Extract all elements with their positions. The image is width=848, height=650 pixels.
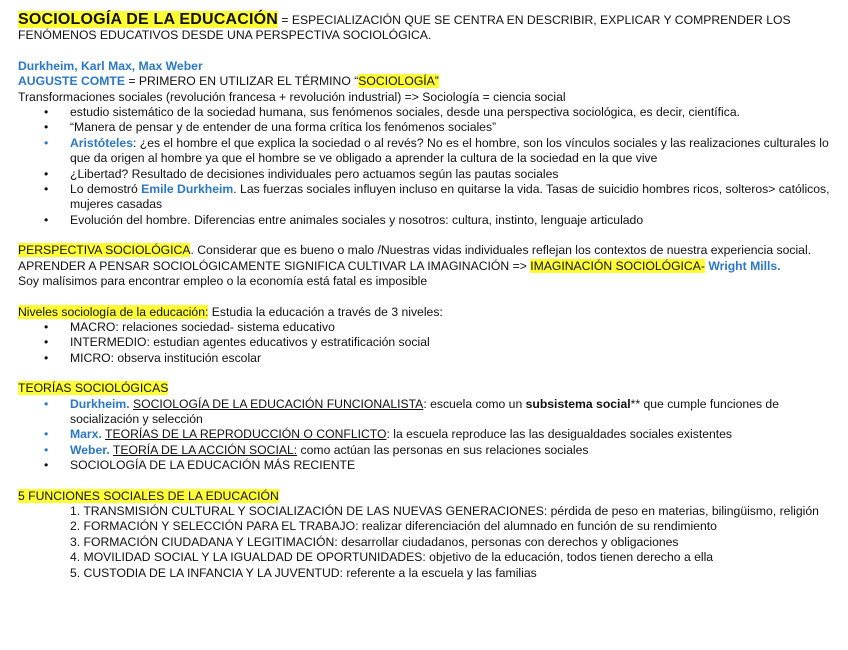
list-item bbox=[70, 120, 830, 135]
bullet-prefix: Lo demostró bbox=[70, 182, 142, 197]
teorias-label: TEORÍAS SOCIOLÓGICAS bbox=[18, 381, 169, 396]
bullet-text: : ¿es el hombre el que explica la sociedad o al revés? No es el hombre, son los vínculos sociales y las realizaciones culturales lo que da origen al hombre ya que el hombre se ve obligado a aprender la cultura de la sociedad en la que vive bbox=[70, 135, 829, 166]
list-item bbox=[70, 105, 830, 120]
niveles-heading bbox=[18, 305, 830, 320]
example-line: Soy malísimos para encontrar empleo o la economía está fatal es imposible bbox=[18, 274, 428, 289]
perspectiva-label: PERSPECTIVA SOCIOLÓGICA bbox=[18, 243, 191, 258]
niveles-label: Niveles sociología de la educación: bbox=[18, 304, 209, 319]
theory-author: Weber. bbox=[70, 442, 110, 457]
funciones-label: 5 FUNCIONES SOCIALES DE LA EDUCACIÓN bbox=[18, 488, 279, 503]
list-item bbox=[70, 397, 830, 428]
list-item bbox=[70, 443, 830, 458]
bullet-text: . Las fuerzas sociales influyen incluso en quitarse la vida. Tasas de suicidio hombres ricos, solteros> católicos, mujeres casadas bbox=[70, 182, 830, 212]
list-item bbox=[70, 182, 830, 213]
transformations-line: Transformaciones sociales (revolución francesa + revolución industrial) => Sociología = ciencia social bbox=[18, 89, 566, 104]
page-title: SOCIOLOGÍA DE LA EDUCACIÓN bbox=[18, 11, 279, 28]
comte-name: AUGUSTE COMTE bbox=[18, 74, 125, 89]
aprender-line bbox=[18, 259, 830, 274]
comte-term: SOCIOLOGÍA” bbox=[358, 74, 439, 89]
teorias-list bbox=[18, 397, 830, 474]
comte-text: = PRIMERO EN UTILIZAR EL TÉRMINO “ bbox=[124, 74, 359, 89]
perspectiva-text: . Considerar que es bueno o malo /Nuestras vidas individuales reflejan los contextos de nuestra experiencia social. bbox=[190, 243, 812, 258]
list-item: 2. FORMACIÓN Y SELECCIÓN PARA EL TRABAJO: realizar diferenciación del alumnado en función de su rendimiento bbox=[70, 519, 717, 534]
funciones-heading bbox=[18, 489, 830, 504]
authors-line: Durkheim, Karl Max, Max Weber bbox=[18, 58, 203, 73]
teorias-heading bbox=[18, 381, 830, 396]
list-item bbox=[70, 167, 830, 182]
list-item bbox=[70, 136, 830, 167]
title-description: = ESPECIALIZACIÓN QUE SE CENTRA EN DESCRIBIR, EXPLICAR Y COMPRENDER LOS FENÓMENOS EDUCATIVOS DESDE UNA PERSPECTIVA SOCIOLÓGICA. bbox=[18, 13, 791, 43]
list-item: • INTERMEDIO: estudian agentes educativos y estratificación social bbox=[70, 335, 830, 350]
list-item bbox=[70, 458, 830, 473]
theory-name: TEORÍA DE LA ACCIÓN SOCIAL: bbox=[112, 442, 298, 457]
list-item: 3. FORMACIÓN CIUDADANA Y LEGITIMACIÓN: desarrollar ciudadanos, personas con derechos y obligaciones bbox=[70, 534, 679, 549]
theory-bold-term: subsistema social bbox=[525, 396, 631, 411]
imaginacion-term: IMAGINACIÓN SOCIOLÓGICA- bbox=[530, 258, 705, 273]
bullet-text: estudio sistemático de la sociedad humana, sus fenómenos sociales, desde una perspectiva sociológica, es decir, científica. bbox=[70, 105, 741, 120]
theory-text: como actúan las personas en sus relaciones sociales bbox=[297, 442, 589, 457]
title-paragraph bbox=[18, 12, 830, 44]
intro-bullet-list bbox=[18, 105, 830, 228]
funciones-list bbox=[18, 504, 830, 581]
list-item: 4. MOVILIDAD SOCIAL Y LA IGUALDAD DE OPORTUNIDADES: objetivo de la educación, todos tienen derecho a ella bbox=[70, 550, 714, 565]
list-item: 5. CUSTODIA DE LA INFANCIA Y LA JUVENTUD: referente a la escuela y las familias bbox=[70, 565, 537, 580]
theory-name: SOCIOLOGÍA DE LA EDUCACIÓN FUNCIONALISTA bbox=[133, 396, 424, 411]
niveles-list bbox=[18, 320, 830, 366]
bullet-text: Evolución del hombre. Diferencias entre animales sociales y nosotros: cultura, instinto, lenguaje articulado bbox=[70, 212, 644, 227]
bullet-author: Aristóteles bbox=[70, 135, 133, 150]
mills-name: Wright Mills. bbox=[704, 258, 781, 273]
aprender-text: APRENDER A PENSAR SOCIOLÓGICAMENTE SIGNIFICA CULTIVAR LA IMAGINACIÓN => bbox=[18, 258, 531, 273]
theory-text: SOCIOLOGÍA DE LA EDUCACIÓN MÁS RECIENTE bbox=[70, 458, 356, 473]
comte-line bbox=[18, 74, 830, 89]
niveles-text: Estudia la educación a través de 3 niveles: bbox=[208, 304, 443, 319]
bullet-author: Emile Durkheim bbox=[141, 182, 234, 197]
theory-prefix: : escuela como un bbox=[423, 396, 526, 411]
list-item: • MICRO: observa institución escolar bbox=[70, 351, 830, 366]
list-item: • MACRO: relaciones sociedad- sistema educativo bbox=[70, 320, 830, 335]
theory-author: Durkheim. bbox=[70, 396, 130, 411]
theory-text: ** que cumple funciones de socialización y selección bbox=[70, 396, 779, 426]
list-item: 1. TRANSMISIÓN CULTURAL Y SOCIALIZACIÓN DE LAS NUEVAS GENERACIONES: pérdida de peso en materias, bilingüismo, religión bbox=[70, 503, 819, 518]
list-item bbox=[70, 427, 830, 442]
bullet-text: ¿Libertad? Resultado de decisiones individuales pero actuamos según las pautas sociales bbox=[70, 166, 559, 181]
theory-text: : la escuela reproduce las las desigualdades sociales existentes bbox=[386, 427, 733, 442]
bullet-text: “Manera de pensar y de entender de una forma crítica los fenómenos sociales” bbox=[70, 120, 497, 135]
theory-name: TEORÍAS DE LA REPRODUCCIÓN O CONFLICTO bbox=[105, 427, 387, 442]
list-item bbox=[70, 213, 830, 228]
theory-author: Marx. bbox=[70, 427, 102, 442]
perspectiva-paragraph bbox=[18, 243, 830, 258]
